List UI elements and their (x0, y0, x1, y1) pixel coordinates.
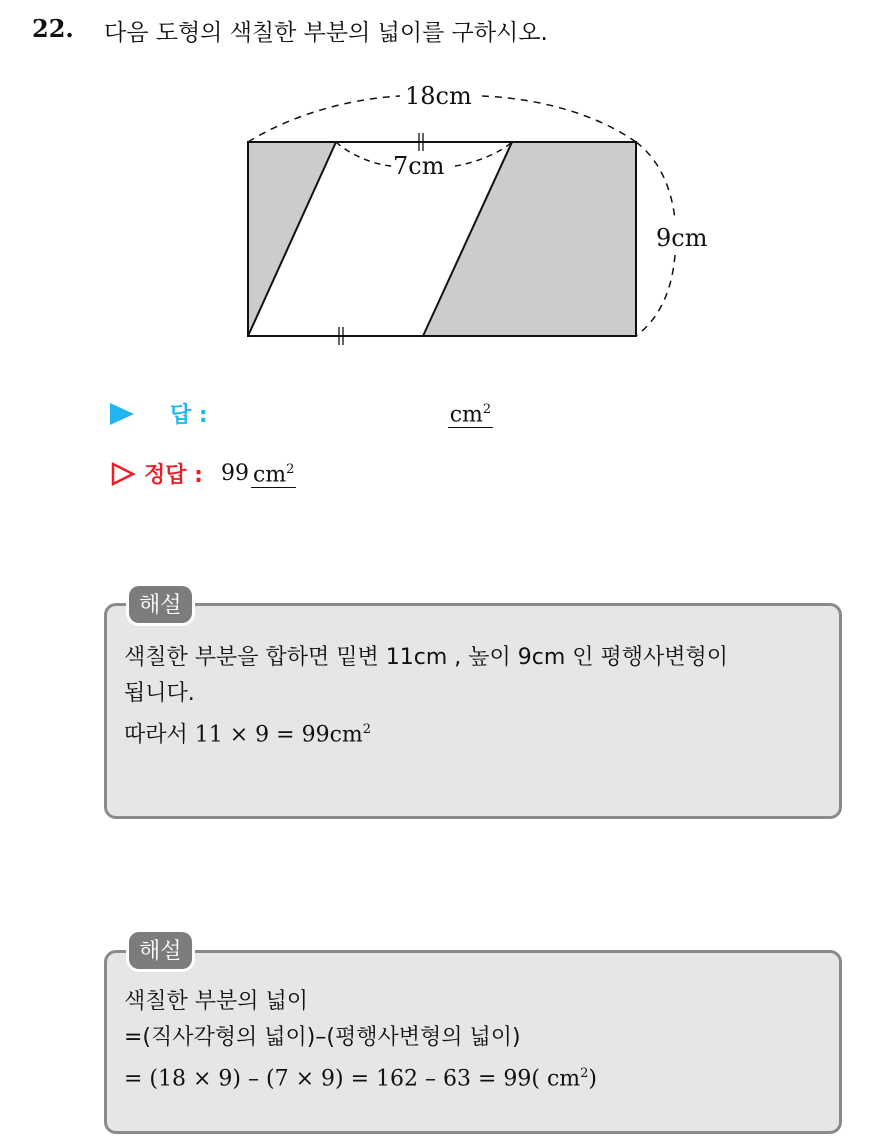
outline-triangle-icon (110, 461, 136, 487)
answer-row (110, 398, 493, 429)
explanation-text-2 (124, 984, 597, 1097)
answer-blank-unit[interactable]: $cm^2$ (448, 399, 493, 427)
explanation-1-line-2: 됩니다. (124, 681, 195, 706)
explanation-2-line-2: =(직사각형의 넓이)–(평행사변형의 넓이) (124, 1025, 521, 1050)
correct-label: 정답 : (144, 463, 203, 488)
answer-label: 답 : (170, 403, 208, 428)
explanation-text-1 (124, 640, 728, 753)
dim-arc-side-bottom (636, 255, 675, 336)
play-triangle-icon (110, 403, 134, 425)
parallelogram-figure (0, 0, 884, 360)
correct-answer-row (110, 458, 296, 489)
explanation-1-line-1: 색칠한 부분을 합하면 밑변 11cm , 높이 9cm 인 평행사변형이 (124, 645, 729, 670)
explanation-1-line-3: 따라서 $11 \times 9 = 99cm^2$ (124, 722, 372, 748)
dim-arc-top-right (482, 96, 636, 142)
label-9cm: 9cm (656, 224, 708, 252)
dim-arc-top-left (248, 96, 400, 142)
explanation-tag-1: 해설 (129, 586, 192, 623)
label-7cm: 7cm (393, 152, 445, 180)
dim-arc-side-top (636, 142, 675, 220)
shaded-right-region (423, 142, 636, 336)
question-number: 22. (32, 14, 74, 43)
question-text: 다음 도형의 색칠한 부분의 넓이를 구하시오. (104, 20, 548, 46)
explanation-2-line-3: = (18 × 9) – (7 × 9) = 162 – 63 = 99( $cm^2$) (124, 1066, 598, 1092)
correct-unit: $cm^2$ (251, 459, 296, 487)
label-18cm: 18cm (405, 82, 472, 110)
dim-arc-inner-left (336, 142, 392, 166)
explanation-2-line-1: 색칠한 부분의 넓이 (124, 989, 309, 1014)
explanation-tag-2: 해설 (129, 932, 192, 969)
correct-value: 99 (220, 461, 249, 486)
